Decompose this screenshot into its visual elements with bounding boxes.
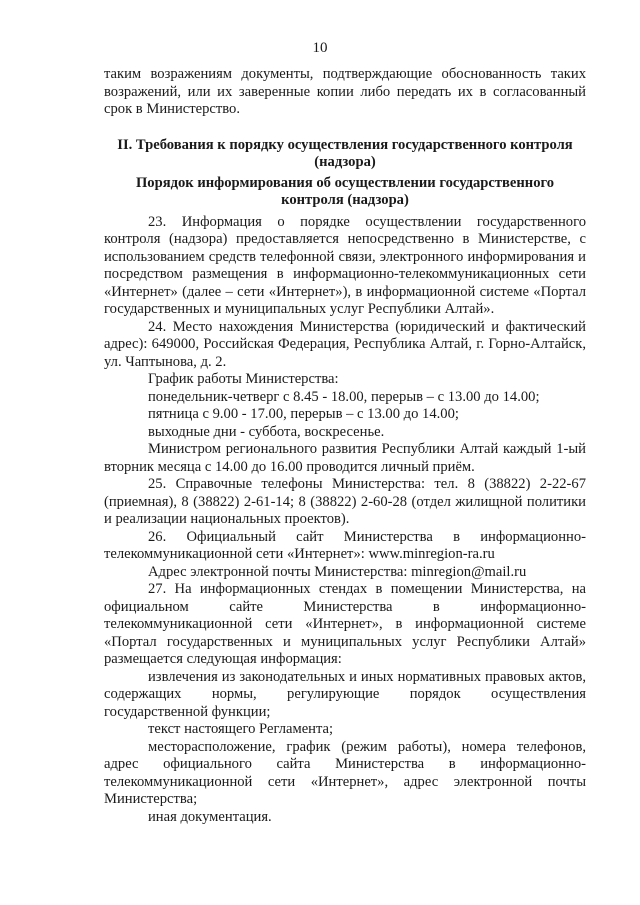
list-item: иная документация. bbox=[148, 808, 272, 825]
schedule-line: пятница с 9.00 - 17.00, перерыв – с 13.00 до 14.00; bbox=[148, 406, 459, 422]
paragraph-23: 23. Информация о порядке осуществлении государственного контроля (надзора) предоставляется непосредственно в Министерстве, с использованием средств телефонной связи, электронного информирования и посредством размещения в информационно-телекоммуникационных сети «Интернет» (далее – сети «Интернет»), в информационной системе «Портал государственных и муниципальных услуг Республики Алтай». bbox=[104, 213, 586, 317]
subsection-heading: Порядок информирования об осуществлении государственного контроля (надзора) bbox=[135, 174, 555, 208]
page-body bbox=[104, 66, 586, 826]
schedule-line: понедельник-четверг с 8.45 - 18.00, перерыв – с 13.00 до 14.00; bbox=[148, 388, 540, 405]
schedule-title: График работы Министерства: bbox=[148, 371, 339, 387]
reception-paragraph: Министром регионального развития Республики Алтай каждый 1-ый вторник месяца с 14.00 до 16.00 проводится личный приём. bbox=[104, 441, 586, 475]
email-paragraph: Адрес электронной почты Министерства: minregion@mail.ru bbox=[148, 563, 527, 580]
section-heading: II. Требования к порядку осуществления государственного контроля (надзора) bbox=[117, 136, 573, 170]
paragraph-25: 25. Справочные телефоны Министерства: тел. 8 (38822) 2-22-67 (приемная), 8 (38822) 2-61-14; 8 (38822) 2-60-28 (отдел жилищной политики и реализации национальных проектов). bbox=[104, 476, 586, 527]
paragraph-24: 24. Место нахождения Министерства (юридический и фактический адрес): 649000, Российская Федерация, Республика Алтай, г. Горно-Алтайск, ул. Чаптынова, д. 2. bbox=[104, 318, 586, 370]
list-item: извлечения из законодательных и иных нормативных правовых актов, содержащих нормы, регулирующие порядок осуществления государственной функции; bbox=[104, 668, 586, 720]
page-number: 10 bbox=[312, 40, 328, 56]
schedule-line: выходные дни - суббота, воскресенье. bbox=[148, 423, 385, 440]
paragraph-27: 27. На информационных стендах в помещении Министерства, на официальном сайте Министерства в информационно-телекоммуникационной сети «Интернет», в информационной системе «Портал государственных и муниципальных услуг Республики Алтай» размещается следующая информация: bbox=[104, 581, 586, 667]
paragraph-26: 26. Официальный сайт Министерства в информационно-телекоммуникационной сети «Интернет»: www.minregion-ra.ru bbox=[104, 528, 586, 562]
list-item: месторасположение, график (режим работы), номера телефонов, адрес официального сайта Министерства в информационно-телекоммуникационной сети «Интернет», адрес электронной почты Министерства; bbox=[104, 738, 586, 807]
intro-paragraph: таким возражениям документы, подтверждающие обоснованность таких возражений, или их заверенные копии либо передать их в согласованный срок в Министерство. bbox=[104, 66, 586, 117]
list-item: текст настоящего Регламента; bbox=[148, 721, 334, 737]
